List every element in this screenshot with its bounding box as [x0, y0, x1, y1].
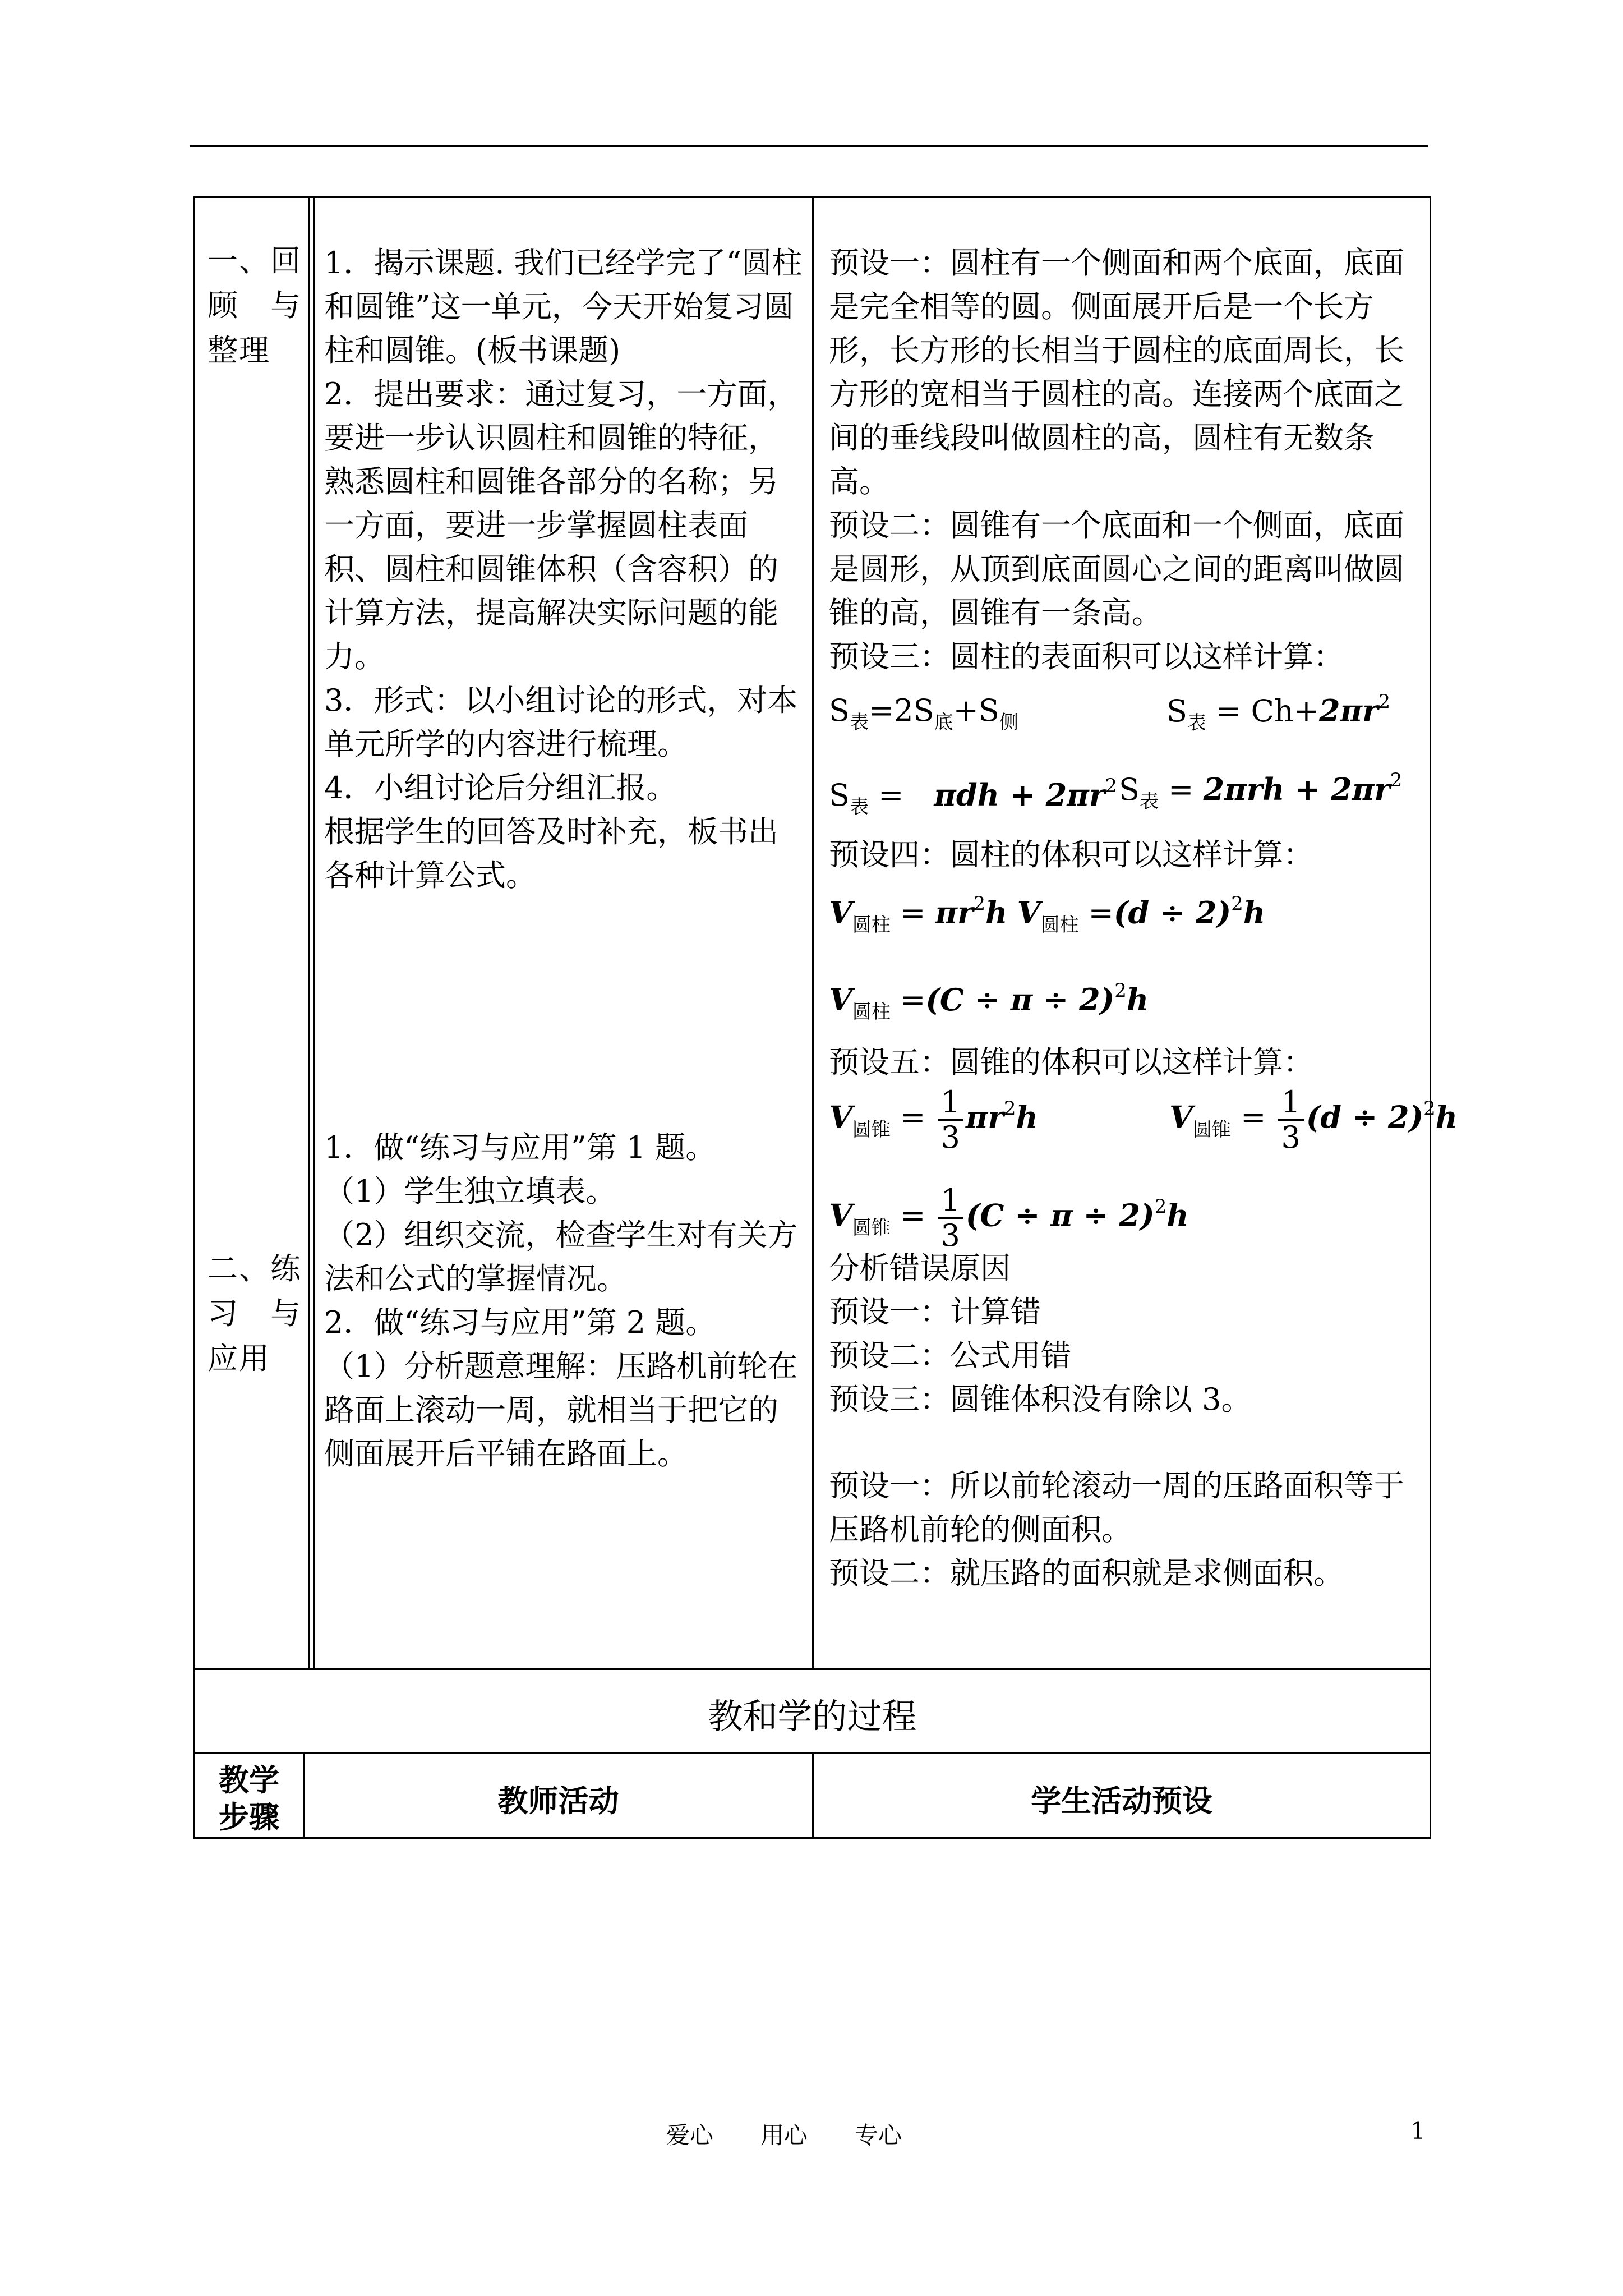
- formula-cylinder-volume-2: $V_{圆柱} =(C \div \pi \div 2)^2h$: [829, 979, 1149, 1023]
- error-preset-2: 预设二：公式用错: [829, 1338, 1071, 1373]
- teacher-practice-q1: 1．做“练习与应用”第 1 题。: [324, 1130, 716, 1165]
- error-preset-1: 预设一：计算错: [829, 1294, 1041, 1329]
- footer-motto: 爱心 用心 专心: [666, 2122, 902, 2149]
- teacher-review-step4: 4．小组讨论后分组汇报。: [324, 770, 677, 806]
- student-error-analysis: [829, 1246, 1423, 1421]
- student-preset-3: 预设三：圆柱的表面积可以这样计算：: [829, 639, 1344, 674]
- formula-surface-4: $S_表 = 2\pi rh + 2\pi r^2$: [1119, 769, 1403, 813]
- column-header-teacher: 教师活动: [497, 1783, 619, 1819]
- stage-label-practice: 二、练 习 与 应用: [208, 1251, 302, 1376]
- teacher-practice-column: [324, 1126, 804, 1476]
- formula-cylinder-volume-1: $V_{圆柱} = \pi r^2h$ $V_{圆柱} =(d \div 2)^2h$: [829, 892, 1266, 936]
- teacher-practice-q2-a: （1）分析题意理解：压路机前轮在路面上滚动一周，就相当于把它的侧面展开后平铺在路面上。: [324, 1349, 798, 1471]
- header-rule: [190, 145, 1428, 147]
- formula-surface-3: $S_表$ = $\pi dh + 2\pi r^2$: [829, 775, 1117, 818]
- student-preset-2: 预设二：圆锥有一个底面和一个侧面，底面是圆形，从顶到底面圆心之间的距离叫做圆锥的高，圆锥有一条高。: [829, 508, 1404, 631]
- teacher-review-note: 根据学生的回答及时补充，板书出各种计算公式。: [324, 814, 778, 893]
- area-preset-1: 预设一：所以前轮滚动一周的压路面积等于压路机前轮的侧面积。: [829, 1468, 1404, 1547]
- column-header-student: 学生活动预设: [1031, 1783, 1212, 1819]
- formula-cone-volume-1: $V_{圆锥}$ = $\frac{1}{3}$ $\pi r^2h$: [829, 1084, 1038, 1155]
- student-area-analysis: [829, 1464, 1423, 1595]
- formula-surface-1: $S_表=2S_底+S_侧$: [829, 693, 1018, 734]
- teacher-practice-q2: 2．做“练习与应用”第 2 题。: [324, 1305, 716, 1340]
- stage-label-review: 一、回 顾 与 整理: [208, 243, 302, 368]
- teacher-review-step2: 2．提出要求：通过复习，一方面，要进一步认识圆柱和圆锥的特征，熟悉圆柱和圆锥各部分的名称；另一方面，要进一步掌握圆柱表面积、圆柱和圆锥体积（含容积）的计算方法，提高解决实际问题的能力。: [324, 376, 798, 674]
- teacher-practice-q1-a: （1）学生独立填表。: [324, 1174, 616, 1209]
- error-preset-3: 预设三：圆锥体积没有除以 3。: [829, 1382, 1252, 1417]
- formula-cone-volume-3: $V_{圆锥}$ = $\frac{1}{3}$ $(C \div \pi \div 2)^2h$: [829, 1182, 1189, 1253]
- error-title: 分析错误原因: [829, 1250, 1011, 1286]
- column-header-steps: 教学 步骤: [219, 1762, 279, 1835]
- teacher-practice-q1-b: （2）组织交流，检查学生对有关方法和公式的掌握情况。: [324, 1217, 798, 1296]
- process-title: 教和学的过程: [708, 1696, 917, 1737]
- student-preset-4: 预设四：圆柱的体积可以这样计算：: [829, 837, 1313, 872]
- formula-cone-volume-2: $V_{圆锥}$ = $\frac{1}{3}$ $(d \div 2)^2h$: [1169, 1084, 1458, 1155]
- teacher-review-column: [324, 241, 804, 898]
- formula-surface-2: $S_表 = Ch+2\pi r^2$: [1166, 691, 1391, 734]
- area-preset-2: 预设二：就压路的面积就是求侧面积。: [829, 1556, 1344, 1591]
- student-preset-1: 预设一：圆柱有一个侧面和两个底面，底面是完全相等的圆。侧面展开后是一个长方形，长方形的长相当于圆柱的底面周长，长方形的宽相当于圆柱的高。连接两个底面之间的垂线段叫做圆柱的高，圆柱有无数条高。 预设二：圆锥有一个底面和一个侧面，底面是圆形，从顶到底面圆心之间的距离叫做圆锥的高，圆锥有一条高。 预设三：圆柱的表面积可以这样计算：: [829, 241, 1423, 679]
- teacher-review-step3: 3．形式：以小组讨论的形式，对本单元所学的内容进行梳理。: [324, 683, 798, 762]
- page-number: 1: [1410, 2117, 1426, 2145]
- student-preset-5: 预设五：圆锥的体积可以这样计算：: [829, 1045, 1313, 1080]
- teacher-review-step1: 1．揭示课题. 我们已经学完了“圆柱和圆锥”这一单元，今天开始复习圆柱和圆锥。(板书课题): [324, 245, 803, 368]
